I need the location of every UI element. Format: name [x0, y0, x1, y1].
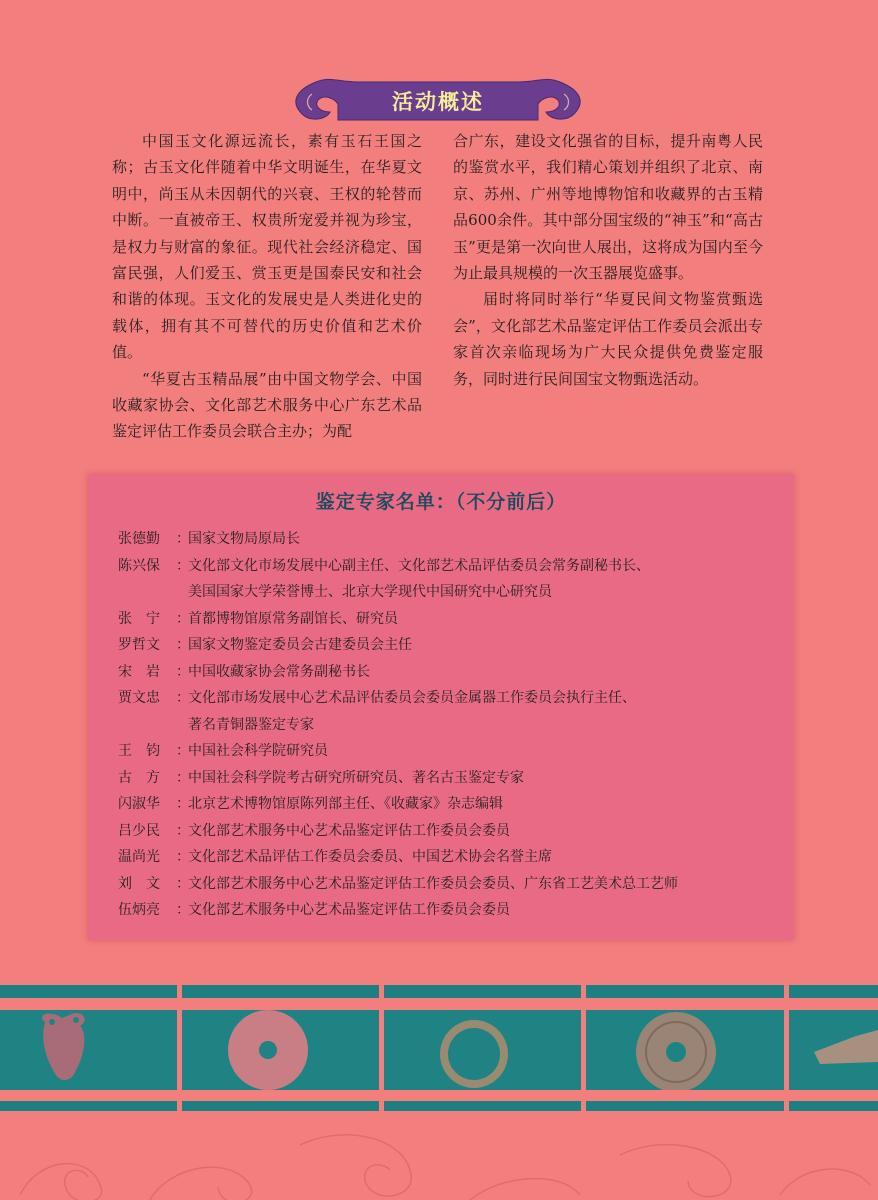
expert-title: 著名青铜器鉴定专家 [188, 716, 314, 733]
expert-title: 文化部市场发展中心艺术品评估委员会委员金属器工作委员会执行主任、 [188, 690, 636, 706]
jade-photo-strip [0, 1010, 878, 1090]
decor-band-bottom [0, 1101, 878, 1111]
expert-list-box [88, 474, 794, 940]
expert-title: 国家文物鉴定委员会古建委员会主任 [188, 637, 412, 653]
band-divider [177, 985, 182, 1111]
intro-left-column [112, 128, 422, 445]
expert-row: 张德勤 ： 国家文物局原局长 [118, 526, 678, 553]
expert-name: 刘 文 [118, 875, 160, 892]
expert-name: 贾文忠 [118, 690, 160, 706]
expert-row: 贾文忠 ： 文化部市场发展中心艺术品评估委员会委员金属器工作委员会执行主任、 [118, 685, 678, 712]
expert-list [118, 526, 678, 924]
intro-paragraph-2-continued: 合广东，建设文化强省的目标，提升南粤人民的鉴赏水平，我们精心策划并组织了北京、南京、苏州、广州等地博物馆和收藏界的古玉精品600余件。其中部分国宝级的“神玉”和“高古玉”更是第一次向世人展出，这将成为国内至今为止最具规模的一次玉器展览盛事。 [453, 132, 763, 283]
expert-title: 中国社会科学院考古研究所研究员、著名古玉鉴定专家 [188, 769, 524, 786]
jade-bi-disc-icon [228, 1010, 308, 1090]
expert-name: 张德勤 [118, 531, 160, 547]
decor-band-top [0, 985, 878, 998]
expert-name: 温尚光 [118, 849, 160, 865]
expert-name: 吕少民 [118, 822, 160, 839]
expert-name: 宋 岩 [118, 663, 160, 680]
expert-row: 刘 文 ： 文化部艺术服务中心艺术品鉴定评估工作委员会委员、广东省工艺美术总工艺师 [118, 871, 678, 898]
expert-row: 张 宁 ： 首都博物馆原常务副馆长、研究员 [118, 606, 678, 633]
expert-row: 温尚光 ： 文化部艺术品评估工作委员会委员、中国艺术协会名誉主席 [118, 844, 678, 871]
expert-title: 文化部艺术服务中心艺术品鉴定评估工作委员会委员 [188, 822, 510, 839]
expert-title: 文化部艺术服务中心艺术品鉴定评估工作委员会委员、广东省工艺美术总工艺师 [188, 875, 678, 892]
expert-title: 首都博物馆原常务副馆长、研究员 [188, 610, 398, 627]
expert-title: 美国国家大学荣誉博士、北京大学现代中国研究中心研究员 [188, 584, 552, 600]
expert-title: 文化部文化市场发展中心副主任、文化部艺术品评估委员会常务副秘书长、 [188, 557, 650, 574]
jade-artifacts-icon [0, 1010, 878, 1090]
intro-paragraph-3: 届时将同时举行“华夏民间文物鉴赏甄选会”，文化部艺术品鉴定评估工作委员会派出专家首次亲临现场为广大民众提供免费鉴定服务，同时进行民间国宝文物甄选活动。 [453, 290, 763, 388]
band-divider [784, 985, 789, 1111]
jade-carved-disc-icon [636, 1012, 716, 1090]
section-title: 活动概述 [392, 89, 484, 114]
expert-name: 伍炳亮 [118, 902, 160, 918]
expert-title: 中国收藏家协会常务副秘书长 [188, 663, 370, 680]
expert-list-heading: 鉴定专家名单：（不分前后） [315, 491, 567, 513]
band-divider [379, 985, 384, 1111]
expert-name: 罗哲文 [118, 637, 160, 653]
expert-title: 国家文物局原局长 [188, 531, 300, 547]
expert-row: 古 方 ： 中国社会科学院考古研究所研究员、著名古玉鉴定专家 [118, 765, 678, 792]
expert-row: 陈兴保 ： 文化部文化市场发展中心副主任、文化部艺术品评估委员会常务副秘书长、 [118, 553, 678, 580]
section-title-banner [288, 72, 588, 130]
band-divider [581, 985, 586, 1111]
jade-fragment-icon [814, 1030, 878, 1064]
expert-name: 陈兴保 [118, 557, 160, 574]
expert-row: 吕少民 ： 文化部艺术服务中心艺术品鉴定评估工作委员会委员 [118, 818, 678, 845]
expert-title: 北京艺术博物馆原陈列部主任、《收藏家》杂志编辑 [188, 796, 503, 812]
jade-pendant-icon [42, 1013, 85, 1080]
expert-name: 张 宁 [118, 610, 160, 627]
jade-ring-icon [440, 1020, 508, 1088]
expert-name: 王 钧 [118, 743, 160, 759]
expert-title: 中国社会科学院研究员 [188, 743, 328, 759]
expert-row: 闪淑华 ： 北京艺术博物馆原陈列部主任、《收藏家》杂志编辑 [118, 791, 678, 818]
intro-paragraph-2: “华夏古玉精品展”由中国文物学会、中国收藏家协会、文化部艺术服务中心广东艺术品鉴定评估工作委员会联合主办；为配 [112, 369, 422, 441]
expert-row-continued [118, 579, 678, 606]
expert-row: 伍炳亮 ： 文化部艺术服务中心艺术品鉴定评估工作委员会委员 [118, 897, 678, 924]
expert-row: 罗哲文 ： 国家文物鉴定委员会古建委员会主任 [118, 632, 678, 659]
expert-name: 闪淑华 [118, 796, 160, 812]
expert-name: 古 方 [118, 769, 160, 786]
expert-title: 文化部艺术品评估工作委员会委员、中国艺术协会名誉主席 [188, 849, 552, 865]
expert-row: 宋 岩 ： 中国收藏家协会常务副秘书长 [118, 659, 678, 686]
intro-paragraph-1: 中国玉文化源远流长，素有玉石王国之称；古玉文化伴随着中华文明诞生，在华夏文明中，尚玉从未因朝代的兴衰、王权的轮替而中断。一直被帝王、权贵所宠爱并视为珍宝，是权力与财富的象征。现代社会经济稳定、国富民强，人们爱玉、赏玉更是国泰民安和社会和谐的体现。玉文化的发展史是人类进化史的载体，拥有其不可替代的历史价值和艺术价值。 [112, 132, 422, 362]
expert-row: 王 钧 ： 中国社会科学院研究员 [118, 738, 678, 765]
expert-title: 文化部艺术服务中心艺术品鉴定评估工作委员会委员 [188, 902, 510, 918]
intro-right-column [453, 128, 763, 392]
expert-row-continued [118, 712, 678, 739]
cloud-pattern-icon [0, 1115, 878, 1200]
